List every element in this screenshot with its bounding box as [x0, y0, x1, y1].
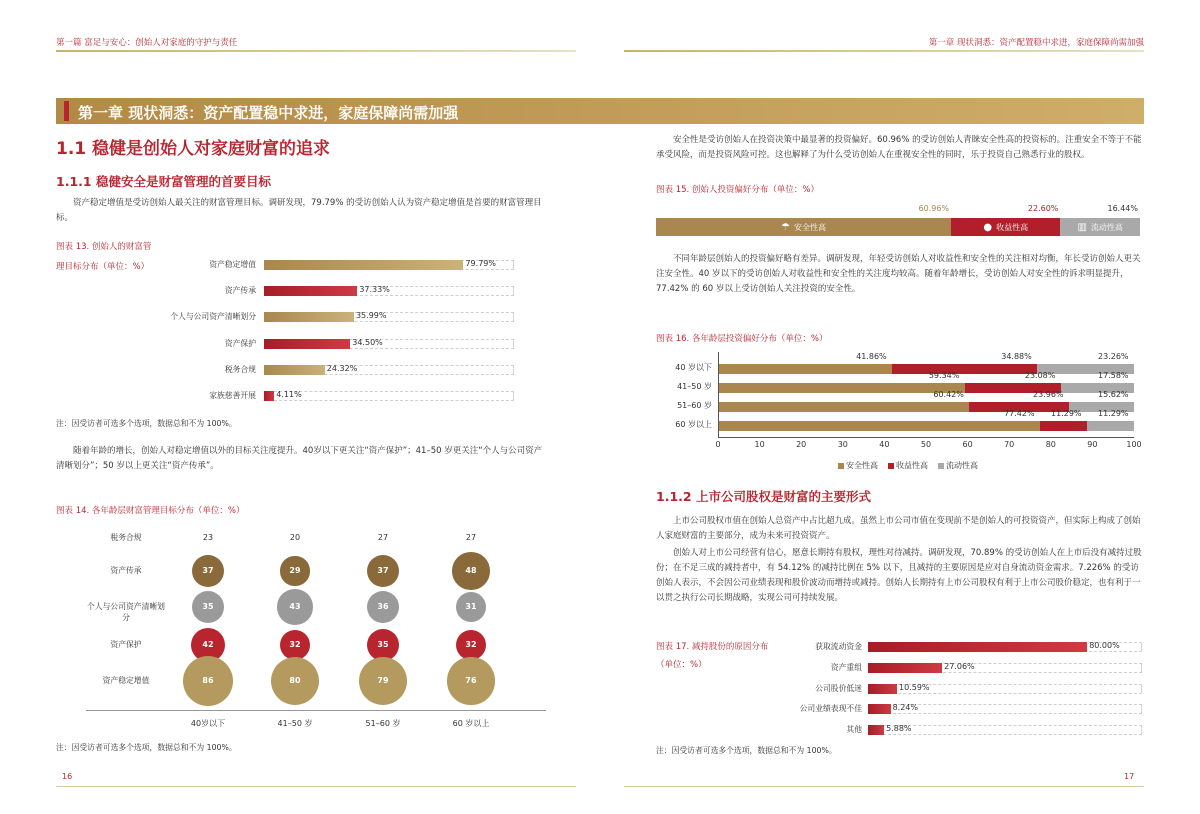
fig16-legend-item — [888, 461, 928, 470]
fig16-legend-label: 流动性高 — [946, 461, 978, 470]
fig17-note: 注：因受访者可选多个选项，数据总和不为 100%。 — [656, 746, 837, 755]
fig16-category-label: 40 岁以下 — [675, 363, 712, 372]
section-1-1-heading: 1.1 稳健是创始人对家庭财富的追求 — [56, 139, 331, 159]
fig14-axis-line — [86, 710, 546, 711]
fig13-bar — [264, 365, 325, 375]
fig16-tick-label: 40 — [879, 440, 890, 449]
fig16-value-label: 23.08% — [1024, 371, 1056, 380]
fig16-category-label: 41–50 岁 — [677, 382, 712, 391]
fig14-value: 20 — [289, 533, 301, 542]
fig13-value-label: 79.79% — [465, 259, 496, 268]
fig14-value: 27 — [377, 533, 389, 542]
chapter-banner — [56, 98, 1144, 124]
fig16-category-label: 60 岁以上 — [675, 420, 712, 429]
fig16-x-axis — [718, 437, 1134, 438]
fig14-bubble: 76 — [447, 657, 494, 704]
fig15-value-label: 16.44% — [1107, 204, 1138, 213]
fig13-value-label: 34.50% — [352, 337, 383, 347]
fig16-legend-swatch — [888, 463, 894, 469]
fig13-title-line1: 图表 13. 创始人的财富管 — [56, 242, 152, 252]
fig14-bubble: 35 — [367, 629, 399, 661]
fig15-title: 图表 15. 创始人投资偏好分布（单位：%） — [656, 185, 819, 195]
fig13-category-label: 资产保护 — [224, 338, 256, 348]
fig16-legend-label: 安全性高 — [846, 461, 878, 470]
fig16-tick-label: 90 — [1087, 440, 1098, 449]
chapter-mark — [64, 101, 69, 121]
header-rule-left — [56, 50, 576, 52]
fig16-bar-segment — [1087, 421, 1134, 431]
fig13-bar — [264, 391, 274, 401]
fig14-note: 注：因受访者可选多个选项，数据总和不为 100%。 — [56, 743, 237, 752]
fig16-bar-segment — [1040, 421, 1087, 431]
fig13-category-label: 资产传承 — [224, 286, 256, 296]
fig16-tick-label: 30 — [837, 440, 848, 449]
fig16-tick-label: 80 — [1045, 440, 1056, 449]
fig14-value: 27 — [465, 533, 477, 542]
fig16-bar-segment — [718, 364, 892, 374]
fig14-bubble: 42 — [191, 628, 226, 663]
fig14-column-label: 51–60 岁 — [365, 719, 401, 728]
page-number-right: 17 — [1124, 772, 1135, 781]
fig13-bar — [264, 286, 357, 296]
fig14-bubble: 86 — [183, 656, 233, 706]
paragraph-right-2: 不同年龄层创始人的投资偏好略有差异。调研发现，年轻受访创始人对收益性和安全性的关注相对均衡，年长受访创始人更关注安全性。40 岁以下的受访创始人对收益性和安全性的关注度均较高。随着年龄增长，受访创始人对安全性的诉求明显提升，77.42% 的 60 岁以上受访创始人关注投资的安全性。 — [656, 254, 1141, 294]
fig17-category-label: 资产重组 — [830, 662, 862, 672]
fig15-segment-label: 流动性高 — [1090, 222, 1123, 232]
section-1-1-1-heading: 1.1.1 稳健安全是财富管理的首要目标 — [56, 174, 271, 189]
fig15-segment-label: 收益性高 — [996, 222, 1029, 232]
fig14-column-label: 40岁以下 — [190, 719, 226, 728]
fig13-bar — [264, 312, 354, 322]
fig16-bar-segment — [718, 383, 965, 393]
fig14-row-label: 资产稳定增值 — [102, 676, 150, 685]
fig17-category-label: 公司业绩表现不佳 — [799, 704, 862, 714]
fig13-value-label: 35.99% — [355, 311, 387, 321]
fig15-segment — [1060, 218, 1140, 236]
fig17-bar — [868, 663, 942, 673]
fig13-value-label: 4.11% — [276, 390, 302, 399]
running-header-right: 第一章 现状洞悉：资产配置稳中求进，家庭保障尚需加强 — [928, 38, 1144, 48]
page-number-left: 16 — [62, 772, 73, 781]
fig13-category-label: 家族慈善开展 — [209, 391, 256, 400]
fig13-category-label: 个人与公司资产清晰划分 — [170, 312, 256, 322]
fig14-bubble: 32 — [280, 630, 311, 661]
fig14-bubble: 37 — [367, 555, 400, 588]
fig16-value-label: 59.34% — [928, 371, 960, 380]
fig14-bubble: 29 — [280, 556, 309, 585]
fig17-value-label: 80.00% — [1089, 641, 1120, 650]
fig13-title-line2: 理目标分布（单位：%） — [56, 262, 150, 272]
fig13-bar — [264, 260, 463, 270]
fig16-bar-segment — [892, 364, 1037, 374]
fig14-column-label: 41–50 岁 — [277, 719, 313, 728]
fig16-value-label: 23.26% — [1098, 352, 1129, 361]
fig13-category-label: 税务合规 — [224, 364, 256, 374]
fig16-legend-item — [938, 461, 978, 470]
fig13-bar — [264, 339, 350, 349]
fig16-value-label: 77.42% — [1004, 409, 1035, 418]
fig16-value-label: 15.62% — [1098, 390, 1129, 399]
fig16-tick-label: 50 — [920, 440, 932, 449]
fig15-icon: ▥ — [1077, 221, 1087, 233]
fig16-value-label: 60.42% — [933, 390, 964, 399]
fig14-bubble: 35 — [192, 591, 224, 623]
paragraph-left-2: 随着年龄的增长，创始人对稳定增值以外的目标关注度提升。40岁以下更关注“资产保护”；41–50 岁更关注“个人与公司资产清晰划分”；50 岁以上更关注“资产传承”。 — [56, 446, 543, 471]
fig14-title: 图表 14. 各年龄层财富管理目标分布（单位：%） — [56, 506, 245, 516]
fig14-bubble: 80 — [271, 657, 319, 705]
fig16-bar-segment — [718, 421, 1040, 431]
fig16-value-label: 23.96% — [1033, 390, 1064, 399]
fig14-bubble: 79 — [359, 657, 407, 705]
fig14-row-label: 资产保护 — [110, 640, 142, 649]
fig17-title-line1: 图表 17. 减持股份的原因分布 — [656, 642, 769, 652]
fig14-bubble: 36 — [367, 591, 399, 623]
fig16-value-label: 17.58% — [1098, 371, 1129, 380]
fig17-value-label: 5.88% — [886, 724, 912, 734]
fig14-bubble: 32 — [456, 630, 487, 661]
fig14-row-label: 个人与公司资产清晰划分 — [87, 602, 165, 622]
paragraph-right-4: 创始人对上市公司经营有信心，愿意长期持有股权，理性对待减持。调研发现，70.89% 的受访创始人在上市后没有减持过股份；在不足三成的减持者中，有 54.12% 的减持比例在 5% 以下，且减持的主要原因是应对自身流动资金需求。7.226% 的受访创始人表示，不会因公司业绩表现和股价波动而增持或减持。创始人长期持有上市公司股权有利于上市公司股价稳定，也有利于一以贯之执行公司长期战略，实现公司可持续发展。 — [656, 548, 1142, 603]
fig16-legend-label: 收益性高 — [896, 461, 928, 470]
chapter-title: 第一章 现状洞悉：资产配置稳中求进，家庭保障尚需加强 — [78, 104, 459, 122]
footer-rule-left — [56, 786, 576, 787]
fig15-icon: ☂ — [781, 221, 790, 233]
paragraph-right-1: 安全性是受访创始人在投资决策中最显著的投资偏好。60.96% 的受访创始人青睐安全性高的投资标的。注重安全不等于不能承受风险，而是投资风险可控。这也解释了为什么受访创始人在重视安全性的同时，乐于投资自己熟悉行业的股权。 — [656, 135, 1142, 160]
fig17-value-label: 10.59% — [899, 682, 930, 692]
fig14-row-label: 资产传承 — [110, 566, 142, 575]
header-rule-right — [624, 50, 1144, 52]
fig15-segment-label: 安全性高 — [794, 222, 826, 232]
fig16-value-label: 41.86% — [856, 352, 887, 361]
fig17-title-line2: （单位：%） — [656, 660, 707, 670]
fig16-tick-label: 70 — [1004, 440, 1015, 449]
fig15-stacked-bar — [656, 218, 1140, 236]
fig14-bubble: 48 — [452, 552, 489, 589]
fig15-value-label: 22.60% — [1027, 204, 1059, 213]
fig15-value-label: 60.96% — [918, 204, 950, 213]
fig17-value-label: 27.06% — [944, 661, 975, 671]
fig16-tick-label: 0 — [715, 440, 721, 449]
paragraph-left-1: 资产稳定增值是受访创始人最关注的财富管理目标。调研发现，79.79% 的受访创始人认为资产稳定增值是首要的财富管理目标。 — [56, 198, 542, 223]
fig16-tick-label: 60 — [962, 440, 973, 449]
fig17-value-label: 8.24% — [892, 703, 918, 713]
fig14-row-label: 税务合规 — [110, 533, 142, 542]
fig17-bar — [868, 725, 884, 735]
fig16-bar-segment — [718, 402, 969, 412]
section-1-1-2-heading: 1.1.2 上市公司股权是财富的主要形式 — [656, 489, 871, 504]
fig16-value-label: 34.88% — [1001, 352, 1032, 361]
fig17-category-label: 其他 — [846, 725, 862, 735]
fig17-category-label: 获取流动资金 — [815, 642, 862, 651]
fig16-y-axis — [718, 352, 719, 438]
fig14-bubble: 43 — [277, 589, 312, 624]
fig16-tick-label: 20 — [796, 440, 807, 449]
fig16-value-label: 11.29% — [1051, 409, 1082, 418]
fig16-legend-swatch — [838, 463, 844, 469]
fig14-bubble: 37 — [192, 555, 225, 588]
fig16-tick-label: 10 — [754, 440, 765, 449]
fig16-title: 图表 16. 各年龄层投资偏好分布（单位：%） — [656, 334, 828, 344]
fig14-bubble: 31 — [456, 592, 486, 622]
fig14-value: 23 — [202, 533, 214, 542]
fig16-category-label: 51–60 岁 — [677, 401, 712, 410]
fig15-icon: ● — [983, 221, 993, 233]
fig14-column-label: 60 岁以上 — [452, 719, 490, 728]
fig16-legend — [838, 460, 988, 471]
fig17-category-label: 公司股价低迷 — [815, 683, 862, 693]
running-header-left: 第一篇 富足与安心：创始人对家庭的守护与责任 — [56, 38, 238, 48]
fig13-value-label: 24.32% — [326, 363, 358, 373]
fig13-category-label: 资产稳定增值 — [209, 260, 256, 269]
fig17-bar — [868, 684, 897, 694]
fig15-segment — [951, 218, 1060, 236]
fig16-value-label: 11.29% — [1098, 409, 1129, 418]
fig16-tick-label: 100 — [1126, 440, 1142, 449]
fig15-segment — [656, 218, 951, 236]
fig13-note: 注：因受访者可选多个选项，数据总和不为 100%。 — [56, 419, 237, 428]
fig17-bar — [868, 642, 1087, 652]
fig13-value-label: 37.33% — [359, 285, 390, 295]
fig16-legend-swatch — [938, 463, 944, 469]
paragraph-right-3: 上市公司股权市值在创始人总资产中占比超九成。虽然上市公司市值在变现前不是创始人的可投资资产，但实际上构成了创始人家庭财富的主要部分，成为未来可投资资产。 — [656, 516, 1141, 541]
fig16-legend-item — [838, 461, 878, 470]
footer-rule-right — [624, 786, 1144, 787]
fig17-bar — [868, 704, 891, 714]
